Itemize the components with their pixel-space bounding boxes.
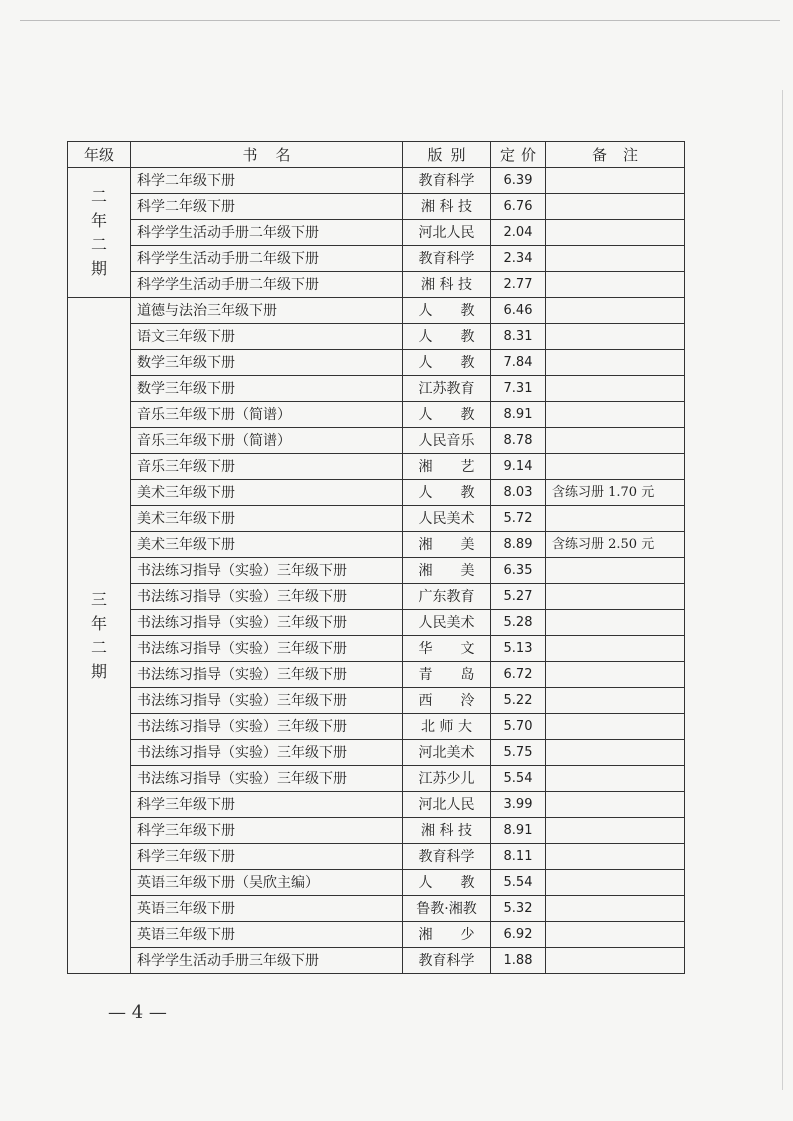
price-cell: 5.28 [491, 610, 546, 636]
publisher-cell: 湘 美 [403, 558, 491, 584]
table-row [68, 428, 685, 454]
price-cell: 9.14 [491, 454, 546, 480]
table-row [68, 506, 685, 532]
price-cell: 8.11 [491, 844, 546, 870]
publisher-cell: 人 教 [403, 870, 491, 896]
table-row [68, 610, 685, 636]
remarks-cell [546, 558, 685, 584]
table-row [68, 870, 685, 896]
table-row [68, 194, 685, 220]
publisher-cell: 湘 艺 [403, 454, 491, 480]
table-row [68, 454, 685, 480]
price-cell: 1.88 [491, 948, 546, 974]
price-cell: 2.04 [491, 220, 546, 246]
remarks-cell [546, 948, 685, 974]
publisher-cell: 湘 科 技 [403, 818, 491, 844]
book-name-cell: 书法练习指导（实验）三年级下册 [131, 662, 403, 688]
book-name-cell: 科学三年级下册 [131, 818, 403, 844]
price-cell: 3.99 [491, 792, 546, 818]
remarks-cell [546, 766, 685, 792]
header-book-name: 书名 [131, 142, 403, 168]
price-cell: 6.35 [491, 558, 546, 584]
book-name-cell: 科学二年级下册 [131, 168, 403, 194]
remarks-cell [546, 350, 685, 376]
book-name-cell: 英语三年级下册 [131, 922, 403, 948]
price-cell: 7.31 [491, 376, 546, 402]
price-cell: 5.22 [491, 688, 546, 714]
price-cell: 8.91 [491, 818, 546, 844]
table-row [68, 350, 685, 376]
price-cell: 8.89 [491, 532, 546, 558]
price-cell: 8.91 [491, 402, 546, 428]
scan-edge-right [782, 90, 783, 1090]
publisher-cell: 人民音乐 [403, 428, 491, 454]
book-name-cell: 数学三年级下册 [131, 350, 403, 376]
publisher-cell: 河北人民 [403, 220, 491, 246]
table-row [68, 220, 685, 246]
remarks-cell [546, 662, 685, 688]
table-row [68, 636, 685, 662]
remarks-cell [546, 428, 685, 454]
price-cell: 2.77 [491, 272, 546, 298]
table-row [68, 792, 685, 818]
table-row [68, 662, 685, 688]
table-row [68, 480, 685, 506]
publisher-cell: 人 教 [403, 480, 491, 506]
scan-edge-top [20, 20, 780, 21]
remarks-cell [546, 324, 685, 350]
book-name-cell: 科学学生活动手册三年级下册 [131, 948, 403, 974]
remarks-cell [546, 272, 685, 298]
table-row [68, 714, 685, 740]
book-name-cell: 书法练习指导（实验）三年级下册 [131, 558, 403, 584]
price-cell: 5.54 [491, 870, 546, 896]
publisher-cell: 鲁教·湘教 [403, 896, 491, 922]
remarks-cell [546, 922, 685, 948]
publisher-cell: 青 岛 [403, 662, 491, 688]
book-name-cell: 音乐三年级下册（简谱） [131, 428, 403, 454]
grade-cell: 三 年 二 期 [68, 298, 131, 974]
table-row [68, 376, 685, 402]
price-cell: 5.70 [491, 714, 546, 740]
price-cell: 8.03 [491, 480, 546, 506]
book-name-cell: 美术三年级下册 [131, 480, 403, 506]
header-publisher: 版别 [403, 142, 491, 168]
publisher-cell: 江苏少儿 [403, 766, 491, 792]
header-grade: 年级 [68, 142, 131, 168]
remarks-cell [546, 714, 685, 740]
price-cell: 8.78 [491, 428, 546, 454]
publisher-cell: 人 教 [403, 298, 491, 324]
book-name-cell: 美术三年级下册 [131, 506, 403, 532]
price-cell: 5.54 [491, 766, 546, 792]
publisher-cell: 湘 少 [403, 922, 491, 948]
remarks-cell [546, 220, 685, 246]
price-cell: 6.46 [491, 298, 546, 324]
grade-cell: 二 年 二 期 [68, 168, 131, 298]
table-row [68, 948, 685, 974]
remarks-cell: 含练习册 1.70 元 [546, 480, 685, 506]
price-cell: 5.27 [491, 584, 546, 610]
book-name-cell: 英语三年级下册 [131, 896, 403, 922]
header-remarks: 备注 [546, 142, 685, 168]
publisher-cell: 湘 科 技 [403, 272, 491, 298]
price-cell: 5.13 [491, 636, 546, 662]
publisher-cell: 人民美术 [403, 506, 491, 532]
publisher-cell: 河北美术 [403, 740, 491, 766]
remarks-cell [546, 818, 685, 844]
publisher-cell: 湘 美 [403, 532, 491, 558]
remarks-cell [546, 376, 685, 402]
page-number: — 4 — [108, 1002, 167, 1023]
table-row [68, 298, 685, 324]
price-cell: 2.34 [491, 246, 546, 272]
price-cell: 5.75 [491, 740, 546, 766]
book-name-cell: 书法练习指导（实验）三年级下册 [131, 688, 403, 714]
table-row [68, 272, 685, 298]
book-name-cell: 科学三年级下册 [131, 792, 403, 818]
price-cell: 5.72 [491, 506, 546, 532]
price-cell: 7.84 [491, 350, 546, 376]
book-name-cell: 书法练习指导（实验）三年级下册 [131, 766, 403, 792]
table-row [68, 246, 685, 272]
table-row [68, 922, 685, 948]
book-name-cell: 书法练习指导（实验）三年级下册 [131, 636, 403, 662]
publisher-cell: 人 教 [403, 350, 491, 376]
publisher-cell: 西 泠 [403, 688, 491, 714]
table-row [68, 558, 685, 584]
price-cell: 8.31 [491, 324, 546, 350]
book-name-cell: 科学学生活动手册二年级下册 [131, 220, 403, 246]
remarks-cell [546, 194, 685, 220]
remarks-cell [546, 584, 685, 610]
remarks-cell [546, 896, 685, 922]
book-name-cell: 美术三年级下册 [131, 532, 403, 558]
publisher-cell: 人 教 [403, 402, 491, 428]
book-name-cell: 英语三年级下册（吴欣主编） [131, 870, 403, 896]
textbook-price-table [67, 141, 685, 974]
publisher-cell: 湘 科 技 [403, 194, 491, 220]
book-name-cell: 道德与法治三年级下册 [131, 298, 403, 324]
remarks-cell [546, 402, 685, 428]
remarks-cell [546, 740, 685, 766]
book-name-cell: 科学学生活动手册二年级下册 [131, 246, 403, 272]
book-name-cell: 科学二年级下册 [131, 194, 403, 220]
table-row [68, 402, 685, 428]
publisher-cell: 江苏教育 [403, 376, 491, 402]
table-row [68, 766, 685, 792]
book-name-cell: 音乐三年级下册 [131, 454, 403, 480]
publisher-cell: 教育科学 [403, 246, 491, 272]
book-name-cell: 书法练习指导（实验）三年级下册 [131, 584, 403, 610]
book-name-cell: 科学学生活动手册二年级下册 [131, 272, 403, 298]
remarks-cell [546, 844, 685, 870]
table-header-row [68, 142, 685, 168]
table-row [68, 324, 685, 350]
header-price: 定价 [491, 142, 546, 168]
table-row [68, 740, 685, 766]
table-row [68, 168, 685, 194]
table-row [68, 818, 685, 844]
book-name-cell: 音乐三年级下册（简谱） [131, 402, 403, 428]
remarks-cell [546, 688, 685, 714]
book-name-cell: 语文三年级下册 [131, 324, 403, 350]
remarks-cell [546, 506, 685, 532]
price-cell: 6.92 [491, 922, 546, 948]
remarks-cell [546, 870, 685, 896]
remarks-cell [546, 168, 685, 194]
book-name-cell: 书法练习指导（实验）三年级下册 [131, 610, 403, 636]
publisher-cell: 人 教 [403, 324, 491, 350]
price-cell: 6.76 [491, 194, 546, 220]
table-row [68, 532, 685, 558]
publisher-cell: 教育科学 [403, 844, 491, 870]
price-cell: 6.72 [491, 662, 546, 688]
remarks-cell: 含练习册 2.50 元 [546, 532, 685, 558]
table-row [68, 896, 685, 922]
publisher-cell: 广东教育 [403, 584, 491, 610]
book-name-cell: 数学三年级下册 [131, 376, 403, 402]
remarks-cell [546, 454, 685, 480]
book-name-cell: 科学三年级下册 [131, 844, 403, 870]
publisher-cell: 教育科学 [403, 168, 491, 194]
publisher-cell: 教育科学 [403, 948, 491, 974]
price-cell: 5.32 [491, 896, 546, 922]
remarks-cell [546, 792, 685, 818]
price-cell: 6.39 [491, 168, 546, 194]
remarks-cell [546, 246, 685, 272]
table-row [68, 688, 685, 714]
remarks-cell [546, 298, 685, 324]
remarks-cell [546, 610, 685, 636]
publisher-cell: 北 师 大 [403, 714, 491, 740]
publisher-cell: 人民美术 [403, 610, 491, 636]
table-body [68, 168, 685, 974]
table-row [68, 844, 685, 870]
book-name-cell: 书法练习指导（实验）三年级下册 [131, 740, 403, 766]
table-row [68, 584, 685, 610]
publisher-cell: 华 文 [403, 636, 491, 662]
book-name-cell: 书法练习指导（实验）三年级下册 [131, 714, 403, 740]
remarks-cell [546, 636, 685, 662]
publisher-cell: 河北人民 [403, 792, 491, 818]
